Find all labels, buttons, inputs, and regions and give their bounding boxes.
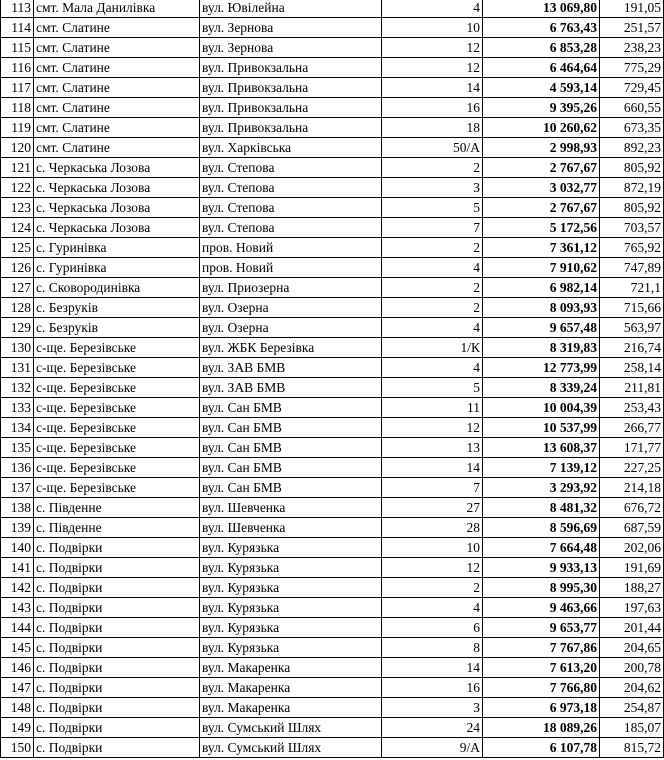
settlement-cell: с. Безруків [34,318,200,338]
house-number-cell: 4 [382,358,483,378]
rate-cell: 254,87 [600,698,664,718]
rate-cell: 211,81 [600,378,664,398]
row-number: 136 [1,458,34,478]
table-row [1,618,664,638]
amount-cell: 6 464,64 [483,58,600,78]
house-number-cell: 7 [382,218,483,238]
house-number-cell: 12 [382,558,483,578]
house-number-cell: 8 [382,638,483,658]
table-row [1,58,664,78]
row-number: 116 [1,58,34,78]
row-number: 144 [1,618,34,638]
row-number: 148 [1,698,34,718]
amount-cell: 6 107,78 [483,738,600,758]
settlement-cell: с-ще. Березівське [34,398,200,418]
settlement-cell: с. Гуринівка [34,258,200,278]
street-cell: вул. ЗАВ БМВ [200,358,382,378]
street-cell: вул. Курязька [200,618,382,638]
house-number-cell: 4 [382,318,483,338]
house-number-cell: 3 [382,178,483,198]
settlement-cell: с. Подвірки [34,558,200,578]
rate-cell: 703,57 [600,218,664,238]
row-number: 130 [1,338,34,358]
settlement-cell: с. Черкаська Лозова [34,158,200,178]
house-number-cell: 27 [382,498,483,518]
table-row [1,518,664,538]
rate-cell: 673,35 [600,118,664,138]
rate-cell: 191,69 [600,558,664,578]
table-row [1,98,664,118]
row-number: 149 [1,718,34,738]
street-cell: вул. ЖБК Березівка [200,338,382,358]
street-cell: вул. Курязька [200,638,382,658]
rate-cell: 872,19 [600,178,664,198]
table-row [1,498,664,518]
table-row [1,0,664,18]
row-number: 128 [1,298,34,318]
table-row [1,18,664,38]
amount-cell: 7 910,62 [483,258,600,278]
amount-cell: 10 004,39 [483,398,600,418]
amount-cell: 9 653,77 [483,618,600,638]
street-cell: вул. Сумський Шлях [200,718,382,738]
settlement-cell: смт. Слатине [34,38,200,58]
table-row [1,138,664,158]
table-row [1,738,664,758]
rate-cell: 185,07 [600,718,664,738]
settlement-cell: с. Подвірки [34,578,200,598]
row-number: 145 [1,638,34,658]
street-cell: вул. Привокзальна [200,78,382,98]
rate-cell: 200,78 [600,658,664,678]
row-number: 141 [1,558,34,578]
amount-cell: 7 613,20 [483,658,600,678]
settlement-cell: с. Подвірки [34,718,200,738]
row-number: 126 [1,258,34,278]
street-cell: вул. Степова [200,218,382,238]
rate-cell: 171,77 [600,438,664,458]
amount-cell: 18 089,26 [483,718,600,738]
settlement-cell: смт. Слатине [34,138,200,158]
table-row [1,78,664,98]
rate-cell: 687,59 [600,518,664,538]
row-number: 143 [1,598,34,618]
settlement-cell: смт. Слатине [34,118,200,138]
rate-cell: 253,43 [600,398,664,418]
settlement-cell: с-ще. Березівське [34,438,200,458]
house-number-cell: 10 [382,18,483,38]
street-cell: вул. Приозерна [200,278,382,298]
settlement-cell: смт. Мала Данилівка [34,0,200,18]
amount-cell: 2 767,67 [483,198,600,218]
house-number-cell: 5 [382,198,483,218]
table-row [1,558,664,578]
house-number-cell: 2 [382,578,483,598]
amount-cell: 6 763,43 [483,18,600,38]
rate-cell: 251,57 [600,18,664,38]
table-row [1,478,664,498]
street-cell: вул. Привокзальна [200,58,382,78]
row-number: 131 [1,358,34,378]
rate-cell: 238,23 [600,38,664,58]
rate-cell: 775,29 [600,58,664,78]
settlement-cell: с. Черкаська Лозова [34,218,200,238]
house-number-cell: 5 [382,378,483,398]
row-number: 117 [1,78,34,98]
rate-cell: 805,92 [600,198,664,218]
house-number-cell: 11 [382,398,483,418]
rate-cell: 660,55 [600,98,664,118]
street-cell: вул. Курязька [200,558,382,578]
house-number-cell: 1/К [382,338,483,358]
row-number: 123 [1,198,34,218]
house-number-cell: 4 [382,0,483,18]
amount-cell: 8 093,93 [483,298,600,318]
house-number-cell: 3 [382,698,483,718]
amount-cell: 7 767,86 [483,638,600,658]
settlement-cell: с. Сковородинівка [34,278,200,298]
settlement-cell: с. Подвірки [34,638,200,658]
house-number-cell: 14 [382,78,483,98]
amount-cell: 8 481,32 [483,498,600,518]
settlement-cell: с-ще. Березівське [34,458,200,478]
settlement-cell: с-ще. Березівське [34,358,200,378]
street-cell: вул. Сумський Шлях [200,738,382,758]
row-number: 146 [1,658,34,678]
table-row [1,278,664,298]
house-number-cell: 2 [382,238,483,258]
rate-cell: 204,62 [600,678,664,698]
rate-cell: 676,72 [600,498,664,518]
house-number-cell: 14 [382,658,483,678]
street-cell: вул. Шевченка [200,518,382,538]
house-number-cell: 50/А [382,138,483,158]
row-number: 140 [1,538,34,558]
street-cell: вул. Озерна [200,318,382,338]
house-number-cell: 2 [382,278,483,298]
table-row [1,178,664,198]
house-number-cell: 12 [382,38,483,58]
amount-cell: 13 069,80 [483,0,600,18]
street-cell: вул. Степова [200,158,382,178]
street-cell: вул. Сан БМВ [200,418,382,438]
amount-cell: 9 395,26 [483,98,600,118]
amount-cell: 8 596,69 [483,518,600,538]
table-row [1,678,664,698]
row-number: 138 [1,498,34,518]
table-row [1,218,664,238]
table-row [1,578,664,598]
row-number: 121 [1,158,34,178]
rate-cell: 747,89 [600,258,664,278]
row-number: 150 [1,738,34,758]
row-number: 120 [1,138,34,158]
house-number-cell: 28 [382,518,483,538]
settlement-cell: смт. Слатине [34,18,200,38]
amount-cell: 8 339,24 [483,378,600,398]
row-number: 142 [1,578,34,598]
rate-cell: 815,72 [600,738,664,758]
amount-cell: 10 537,99 [483,418,600,438]
rate-cell: 216,74 [600,338,664,358]
street-cell: вул. Сан БМВ [200,398,382,418]
settlement-cell: с. Подвірки [34,678,200,698]
house-number-cell: 14 [382,458,483,478]
table-row [1,418,664,438]
amount-cell: 6 982,14 [483,278,600,298]
rate-cell: 188,27 [600,578,664,598]
settlement-cell: с-ще. Березівське [34,478,200,498]
amount-cell: 7 361,12 [483,238,600,258]
amount-cell: 8 319,83 [483,338,600,358]
street-cell: вул. Курязька [200,578,382,598]
amount-cell: 6 853,28 [483,38,600,58]
street-cell: вул. Озерна [200,298,382,318]
table-row [1,378,664,398]
row-number: 139 [1,518,34,538]
row-number: 115 [1,38,34,58]
street-cell: вул. Привокзальна [200,98,382,118]
house-number-cell: 16 [382,678,483,698]
rate-cell: 214,18 [600,478,664,498]
table-row [1,398,664,418]
row-number: 127 [1,278,34,298]
row-number: 119 [1,118,34,138]
rate-cell: 227,25 [600,458,664,478]
settlement-cell: смт. Слатине [34,58,200,78]
settlement-cell: смт. Слатине [34,98,200,118]
rate-cell: 266,77 [600,418,664,438]
rate-cell: 715,66 [600,298,664,318]
rate-cell: 765,92 [600,238,664,258]
street-cell: вул. Зернова [200,18,382,38]
table-row [1,258,664,278]
table-row [1,198,664,218]
amount-cell: 9 657,48 [483,318,600,338]
table-row [1,598,664,618]
house-number-cell: 2 [382,158,483,178]
amount-cell: 12 773,99 [483,358,600,378]
street-cell: вул. Макаренка [200,698,382,718]
house-number-cell: 13 [382,438,483,458]
rate-cell: 197,63 [600,598,664,618]
settlement-cell: с. Черкаська Лозова [34,198,200,218]
row-number: 147 [1,678,34,698]
amount-cell: 10 260,62 [483,118,600,138]
row-number: 122 [1,178,34,198]
amount-cell: 4 593,14 [483,78,600,98]
settlement-cell: с. Черкаська Лозова [34,178,200,198]
rate-cell: 805,92 [600,158,664,178]
amount-cell: 7 139,12 [483,458,600,478]
street-cell: пров. Новий [200,258,382,278]
house-number-cell: 24 [382,718,483,738]
amount-cell: 7 664,48 [483,538,600,558]
table-row [1,338,664,358]
settlement-cell: с. Південне [34,498,200,518]
table-row [1,698,664,718]
settlement-cell: с-ще. Березівське [34,378,200,398]
row-number: 133 [1,398,34,418]
table-row [1,658,664,678]
row-number: 113 [1,0,34,18]
rate-cell: 202,06 [600,538,664,558]
table-row [1,638,664,658]
amount-cell: 8 995,30 [483,578,600,598]
street-cell: вул. ЗАВ БМВ [200,378,382,398]
amount-cell: 6 973,18 [483,698,600,718]
settlement-cell: с. Подвірки [34,598,200,618]
amount-cell: 3 293,92 [483,478,600,498]
rate-cell: 258,14 [600,358,664,378]
house-number-cell: 12 [382,58,483,78]
table-row [1,438,664,458]
street-cell: вул. Сан БМВ [200,458,382,478]
settlement-cell: с. Гуринівка [34,238,200,258]
street-cell: вул. Степова [200,178,382,198]
street-cell: вул. Зернова [200,38,382,58]
settlement-cell: с. Подвірки [34,738,200,758]
house-number-cell: 4 [382,258,483,278]
rate-cell: 191,05 [600,0,664,18]
settlement-cell: с. Південне [34,518,200,538]
row-number: 118 [1,98,34,118]
row-number: 134 [1,418,34,438]
settlement-cell: с. Подвірки [34,658,200,678]
row-number: 137 [1,478,34,498]
row-number: 125 [1,238,34,258]
table-row [1,38,664,58]
settlement-cell: с-ще. Березівське [34,338,200,358]
street-cell: вул. Курязька [200,538,382,558]
table-row [1,358,664,378]
amount-cell: 9 933,13 [483,558,600,578]
house-number-cell: 6 [382,618,483,638]
street-cell: вул. Курязька [200,598,382,618]
house-number-cell: 2 [382,298,483,318]
house-number-cell: 4 [382,598,483,618]
amount-cell: 9 463,66 [483,598,600,618]
settlement-cell: с. Безруків [34,298,200,318]
rate-cell: 563,97 [600,318,664,338]
street-cell: вул. Макаренка [200,658,382,678]
rate-cell: 892,23 [600,138,664,158]
house-number-cell: 7 [382,478,483,498]
amount-cell: 13 608,37 [483,438,600,458]
street-cell: вул. Харківська [200,138,382,158]
amount-cell: 3 032,77 [483,178,600,198]
table-row [1,158,664,178]
rate-cell: 721,1 [600,278,664,298]
table-row [1,118,664,138]
house-number-cell: 12 [382,418,483,438]
street-cell: пров. Новий [200,238,382,258]
row-number: 135 [1,438,34,458]
street-cell: вул. Степова [200,198,382,218]
row-number: 132 [1,378,34,398]
table-row [1,718,664,738]
settlement-cell: с. Подвірки [34,538,200,558]
amount-cell: 5 172,56 [483,218,600,238]
settlement-cell: с-ще. Березівське [34,418,200,438]
house-number-cell: 9/А [382,738,483,758]
settlement-cell: смт. Слатине [34,78,200,98]
rate-cell: 201,44 [600,618,664,638]
settlement-cell: с. Подвірки [34,618,200,638]
amount-cell: 2 767,67 [483,158,600,178]
street-cell: вул. Шевченка [200,498,382,518]
table-body [1,0,664,758]
street-cell: вул. Макаренка [200,678,382,698]
table-row [1,298,664,318]
row-number: 129 [1,318,34,338]
table-row [1,538,664,558]
table-row [1,318,664,338]
amount-cell: 7 766,80 [483,678,600,698]
rate-cell: 204,65 [600,638,664,658]
street-cell: вул. Сан БМВ [200,478,382,498]
amount-cell: 2 998,93 [483,138,600,158]
settlement-cell: с. Подвірки [34,698,200,718]
house-number-cell: 10 [382,538,483,558]
house-number-cell: 18 [382,118,483,138]
table-row [1,458,664,478]
table-row [1,238,664,258]
street-cell: вул. Привокзальна [200,118,382,138]
rate-cell: 729,45 [600,78,664,98]
street-cell: вул. Ювілейна [200,0,382,18]
house-number-cell: 16 [382,98,483,118]
street-cell: вул. Сан БМВ [200,438,382,458]
row-number: 114 [1,18,34,38]
row-number: 124 [1,218,34,238]
